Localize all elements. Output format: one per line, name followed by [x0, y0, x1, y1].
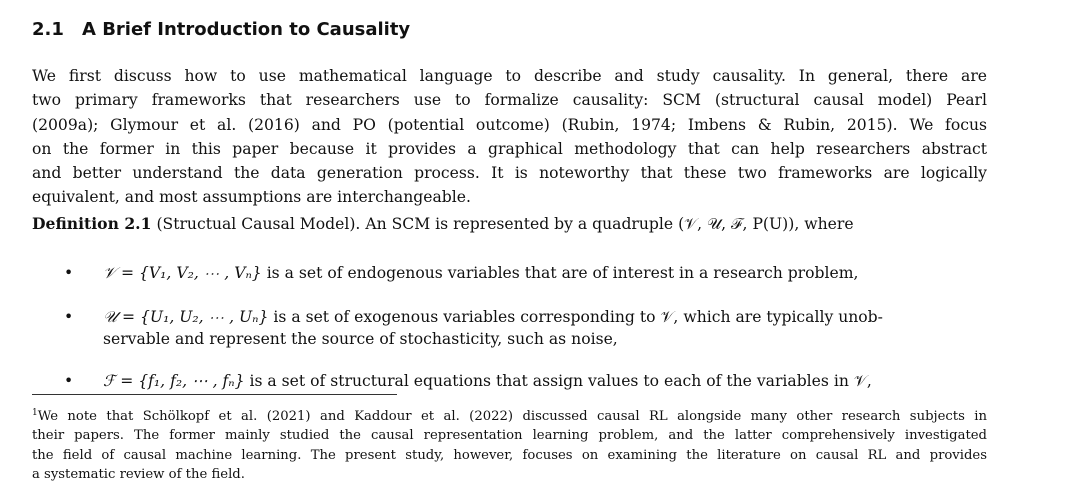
bullet-math: 𝒰 = {U₁, U₂, ⋯ , Uₙ} [103, 308, 269, 326]
paragraph-line: equivalent, and most assumptions are interchangeable. [32, 188, 471, 207]
bullet-dot: • [64, 372, 74, 390]
bullet-line [80, 262, 980, 284]
definition-text: An SCM is represented by a quadruple (𝒱, 𝒰, ℱ, P(U)), where [365, 215, 854, 233]
footnote-line: a systematic review of the field. [32, 466, 245, 482]
intro-paragraph [32, 64, 987, 210]
bullet-dot: • [64, 308, 74, 326]
bullet-text: is a set of structural equations that assign values to each of the variables in 𝒱, [249, 372, 872, 390]
footnote-line: their papers. The former mainly studied the causal representation learning problem, and the latter comprehensively investigated [32, 428, 987, 444]
footnote-line: the field of causal machine learning. The present study, however, focuses on examining the literature on causal RL and provides [32, 447, 987, 463]
list-item [64, 262, 980, 284]
bullet-text: is a set of endogenous variables that are of interest in a research problem, [266, 264, 859, 282]
paragraph-line: and better understand the data generation process. It is noteworthy that these two frameworks are logically [32, 164, 987, 183]
footnote [32, 404, 987, 484]
definition-block [32, 214, 854, 234]
definition-name: (Structual Causal Model). [156, 215, 361, 233]
bullet-dot: • [64, 264, 74, 282]
paragraph-line: on the former in this paper because it provides a graphical methodology that can help researchers abstract [32, 139, 987, 158]
section-title: A Brief Introduction to Causality [82, 19, 411, 40]
paragraph-line: (2009a); Glymour et al. (2016) and PO (potential outcome) (Rubin, 1974; Imbens & Rubin, 2015). We focus [32, 115, 987, 134]
bullet-text: is a set of exogenous variables corresponding to 𝒱, which are typically unob- [273, 308, 883, 326]
footnote-line [32, 404, 987, 426]
definition-label: Definition 2.1 [32, 214, 152, 233]
paragraph-line: two primary frameworks that researchers use to formalize causality: SCM (structural causal model) Pearl [32, 91, 987, 110]
section-heading [32, 19, 410, 40]
footnote-divider [32, 394, 397, 395]
footnote-line-text: We note that Schölkopf et al. (2021) and Kaddour et al. (2022) discussed causal RL alongside many other research subjects in [37, 409, 987, 424]
bullet-math: ℱ = {f₁, f₂, ⋯ , fₙ} [103, 372, 245, 390]
list-item [64, 306, 980, 350]
list-item [64, 370, 980, 392]
section-number: 2.1 [32, 19, 64, 40]
bullet-line [80, 370, 980, 392]
bullet-continuation: servable and represent the source of stochasticity, such as noise, [103, 330, 618, 348]
bullet-line [80, 306, 980, 328]
bullet-math: 𝒱 = {V₁, V₂, ⋯ , Vₙ} [103, 264, 262, 282]
paragraph-line: We first discuss how to use mathematical language to describe and study causality. In general, there are [32, 67, 987, 85]
footnote-marker: 1 [32, 408, 38, 418]
